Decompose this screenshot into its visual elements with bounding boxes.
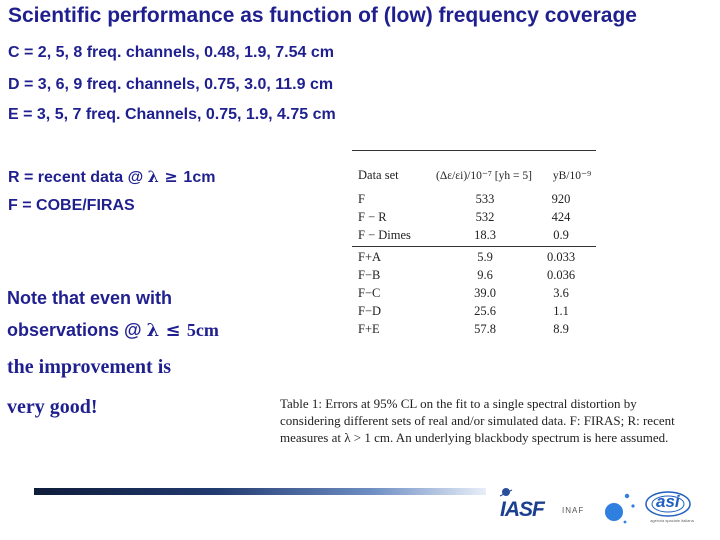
table-row: F+A 5.9 0.033 xyxy=(358,250,576,264)
header-yb: yB/10⁻⁹ xyxy=(552,170,592,182)
lambda-leq-symbol: λ ≤ xyxy=(146,320,187,341)
asi-logo-subtext: agenzia spaziale italiana xyxy=(650,518,694,523)
line-e: E = 3, 5, 7 freq. Channels, 0.75, 1.9, 4.75 cm xyxy=(8,106,336,123)
line-r-suffix: 1cm xyxy=(183,169,216,186)
asi-logo xyxy=(640,488,700,530)
note-line-3: the improvement is xyxy=(7,356,172,378)
table-row: F−C 39.0 3.6 xyxy=(358,286,569,300)
table-caption xyxy=(280,395,675,446)
note-line-1: Note that even with xyxy=(7,288,173,308)
asi-logo-text: asi xyxy=(656,492,680,511)
caption-line-1: Table 1: Errors at 95% CL on the fit to a single spectral distortion by xyxy=(280,396,637,411)
sphere-logo xyxy=(600,488,640,528)
lambda-geq-symbol: λ ≥ xyxy=(147,167,184,186)
caption-line-3: measures at λ > 1 cm. An underlying blackbody spectrum is here assumed. xyxy=(280,430,669,445)
table-row: F+E 57.8 8.9 xyxy=(358,322,569,336)
line-f: F = COBE/FIRAS xyxy=(8,197,135,214)
header-error: (Δε/εi)/10⁻⁷ [yh = 5] xyxy=(436,170,532,182)
table-row: F − R 532 424 xyxy=(358,210,571,224)
table-header xyxy=(352,168,596,186)
table-row: F−D 25.6 1.1 xyxy=(358,304,569,318)
blue-sphere-icon xyxy=(600,488,640,528)
iasf-logo xyxy=(494,486,554,526)
header-data-set: Data set xyxy=(358,168,399,182)
line-r xyxy=(8,167,215,187)
line-c: C = 2, 5, 8 freq. channels, 0.48, 1.9, 7.54 cm xyxy=(8,44,334,61)
table-row: F−B 9.6 0.036 xyxy=(358,268,576,282)
note-line-2 xyxy=(7,320,219,341)
footer-gradient-bar xyxy=(34,488,486,495)
iasf-logo-text: IASF xyxy=(500,498,544,521)
table-row: F − Dimes 18.3 0.9 xyxy=(358,228,569,242)
caption-line-2: considering different sets of real and/or simulated data. F: FIRAS; R: recent xyxy=(280,413,675,428)
note-line-2-prefix: observations @ xyxy=(7,320,147,340)
note-line-4: very good! xyxy=(7,396,98,418)
slide-title: Scientific performance as function of (low) frequency coverage xyxy=(8,4,637,27)
line-r-prefix: R = recent data @ xyxy=(8,169,148,186)
table-row: F 533 920 xyxy=(358,192,571,206)
inaf-logo-text: INAF xyxy=(562,506,585,515)
line-d: D = 3, 6, 9 freq. channels, 0.75, 3.0, 11.9 cm xyxy=(8,76,334,93)
note-line-2-suffix: 5cm xyxy=(186,320,219,340)
